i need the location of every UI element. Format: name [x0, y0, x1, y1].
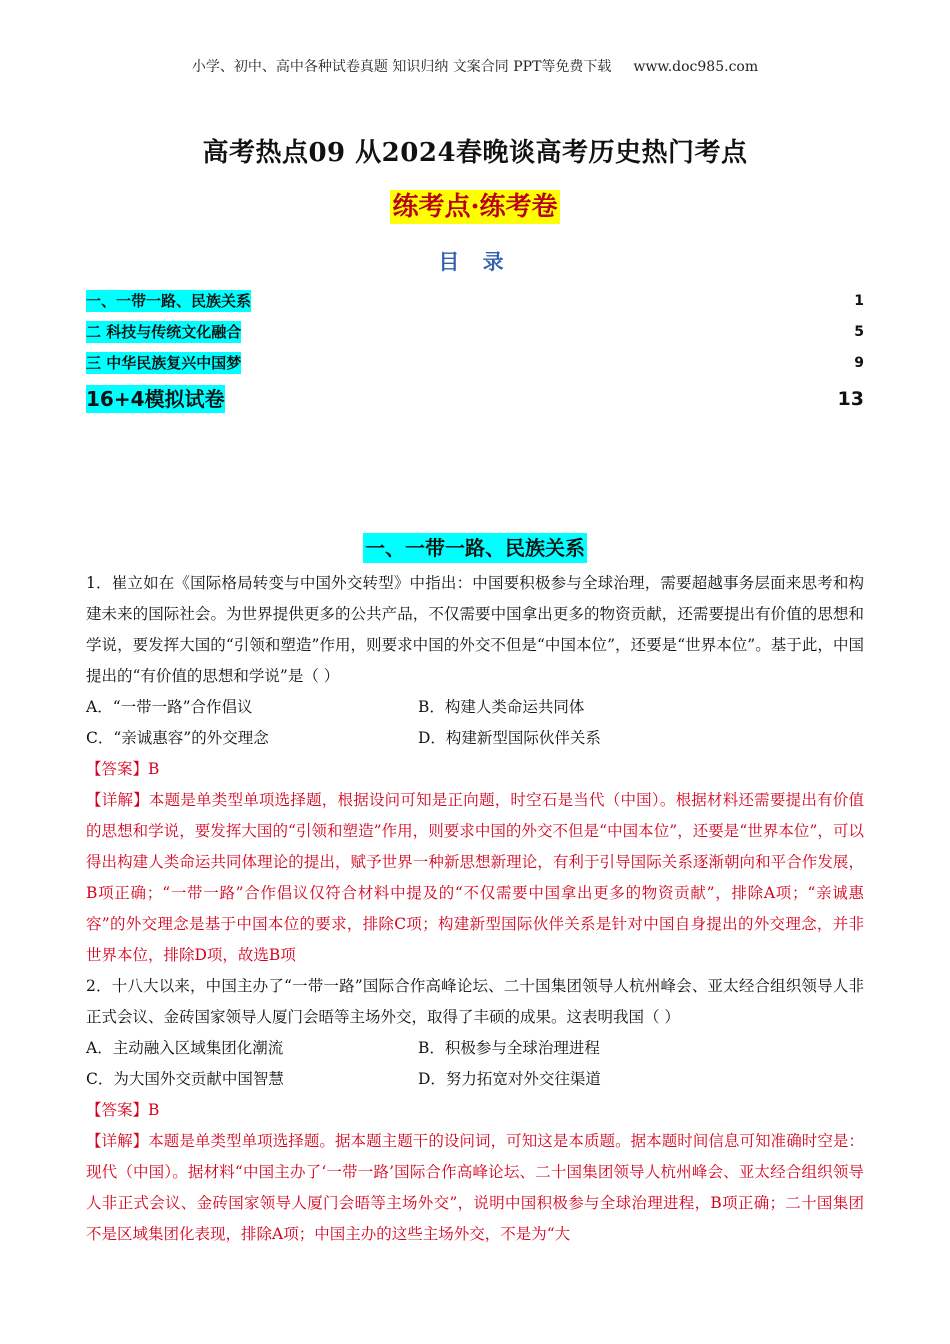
option-d: D．构建新型国际伙伴关系	[418, 729, 601, 747]
explain-tag: 【详解】	[86, 1132, 149, 1150]
option-d: D．努力拓宽对外交往渠道	[418, 1070, 601, 1088]
question-2-answer	[86, 1095, 864, 1126]
toc-item-page: 13	[837, 388, 864, 410]
toc-item-label: 一、一带一路、民族关系	[86, 292, 252, 310]
toc-item-1[interactable]	[86, 290, 864, 316]
question-2-options-row-2	[86, 1064, 864, 1095]
section-heading: 一、一带一路、民族关系	[363, 533, 587, 563]
page-title: 高考热点09 从2024春晚谈高考历史热门考点	[202, 138, 748, 168]
question-2-stem: 2．十八大以来，中国主办了“一带一路”国际合作高峰论坛、二十国集团领导人杭州峰会、亚太经合组织领导人非正式会议、金砖国家领导人厦门会晤等主场外交，取得了丰硕的成果。这表明我国（ ）	[86, 977, 864, 1026]
question-1-answer	[86, 754, 864, 785]
section-content	[86, 568, 864, 1250]
toc-item-page: 5	[854, 324, 864, 340]
explain-text: 本题是单类型单项选择题，根据设问可知是正向题，时空石是当代（中国）。根据材料还需要提出有价值的思想和学说，要发挥大国的“引领和塑造”作用，则要求中国的外交不但是“中国本位”，还要是“世界本位”，可以得出构建人类命运共同体理论的提出，赋予世界一种新思想新理论，有利于引导国际关系逐渐朝向和平合作发展，B项正确；“一带一路”合作倡议仅符合材料中提及的“不仅需要中国拿出更多的物资贡献”，排除A项；“亲诚惠容”的外交理念是基于中国本位的要求，排除C项；构建新型国际伙伴关系是针对中国自身提出的外交理念，并非世界本位，排除D项，故选B项	[86, 791, 864, 964]
toc-item-page: 9	[854, 355, 864, 371]
page-subtitle: 练考点·练考卷	[392, 192, 558, 222]
question-2-explanation	[86, 1126, 864, 1250]
question-1-options-row-2	[86, 723, 864, 754]
header-site[interactable]: www.doc985.com	[633, 59, 759, 75]
option-a: A．“一带一路”合作倡议	[86, 698, 253, 716]
answer-value: B	[148, 760, 160, 778]
toc-heading: 目 录	[438, 250, 512, 274]
answer-tag: 【答案】	[86, 1101, 149, 1119]
option-b: B．积极参与全球治理进程	[418, 1039, 600, 1057]
page-header	[0, 56, 950, 76]
question-1-explanation	[86, 785, 864, 971]
option-c: C．为大国外交贡献中国智慧	[86, 1070, 284, 1088]
option-c: C．“亲诚惠容”的外交理念	[86, 729, 269, 747]
subtitle-wrap	[0, 190, 950, 224]
explain-tag: 【详解】	[86, 791, 149, 809]
question-2-options-row-1	[86, 1033, 864, 1064]
explain-text: 本题是单类型单项选择题。据本题主题干的设问词，可知这是本质题。据本题时间信息可知准确时空是：现代（中国）。据材料“中国主办了‘一带一路’国际合作高峰论坛、二十国集团领导人杭州峰会、亚太经合组织领导人非正式会议、金砖国家领导人厦门会晤等主场外交”，说明中国积极参与全球治理进程，B项正确；二十国集团不是区域集团化表现，排除A项；中国主办的这些主场外交，不是为“大	[86, 1132, 864, 1243]
toc-item-label: 16+4模拟试卷	[86, 387, 225, 411]
toc-item-3[interactable]	[86, 352, 864, 378]
question-1-stem: 1．崔立如在《国际格局转变与中国外交转型》中指出：中国要积极参与全球治理，需要超越事务层面来思考和构建未来的国际社会。为世界提供更多的公共产品，不仅需要中国拿出更多的物资贡献，还需要提出有价值的思想和学说，要发挥大国的“引领和塑造”作用，则要求中国的外交不但是“中国本位”，还要是“世界本位”。基于此，中国提出的“有价值的思想和学说”是（ ）	[86, 574, 864, 685]
header-text: 小学、初中、高中各种试卷真题 知识归纳 文案合同 PPT等免费下载	[191, 59, 612, 75]
section-heading-wrap	[0, 533, 950, 563]
toc-item-4[interactable]	[86, 385, 864, 411]
answer-value: B	[148, 1101, 160, 1119]
toc-item-label: 三 中华民族复兴中国梦	[86, 354, 242, 372]
toc-item-label: 二 科技与传统文化融合	[86, 323, 242, 341]
answer-tag: 【答案】	[86, 760, 149, 778]
toc-item-2[interactable]	[86, 321, 864, 347]
question-1-options-row-1	[86, 692, 864, 723]
option-a: A．主动融入区域集团化潮流	[86, 1039, 284, 1057]
toc-item-page: 1	[854, 293, 864, 309]
option-b: B．构建人类命运共同体	[418, 698, 585, 716]
